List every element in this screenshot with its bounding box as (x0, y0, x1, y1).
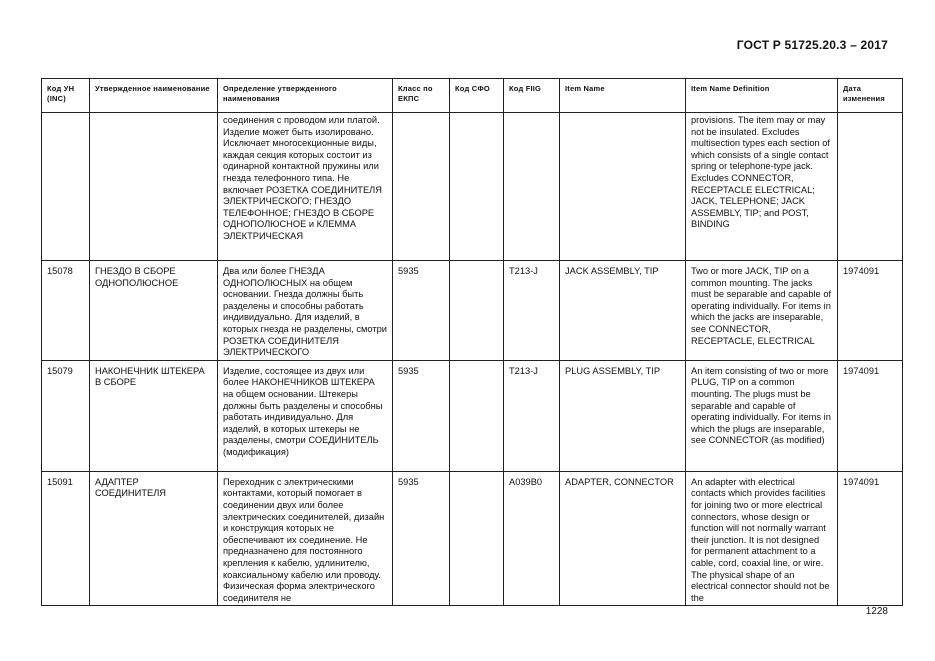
cell-sfo (450, 360, 504, 471)
cell-fiig: A039B0 (504, 471, 560, 606)
table-row (42, 471, 903, 606)
column-header-date: Дата изменения (838, 79, 903, 113)
cell-ekps: 5935 (393, 360, 450, 471)
column-header-ekps: Класс по ЕКПС (393, 79, 450, 113)
column-header-definition-ru: Определение утвержденного наименования (218, 79, 393, 113)
cell-name-ru (90, 113, 218, 261)
table-row (42, 360, 903, 471)
cell-fiig (504, 113, 560, 261)
cell-definition-ru: соединения с проводом или платой. Изделие может быть изолировано. Исключает многосекционные виды, каждая секция которых состоит из одинарной контактной пружины или гнезда телефонного типа. Не включает РОЗЕТКА СОЕДИНИТЕЛЯ ЭЛЕКТРИЧЕСКОГО; ГНЕЗДО ТЕЛЕФОННОЕ; ГНЕЗДО В СБОРЕ ОДНОПОЛЮСНОЕ и КЛЕММА ЭЛЕКТРИЧЕСКАЯ (218, 113, 393, 261)
cell-item-name: JACK ASSEMBLY, TIP (560, 261, 686, 361)
cell-definition-ru: Два или более ГНЕЗДА ОДНОПОЛЮСНЫХ на общем основании. Гнезда должны быть разделены и способны работать индивидуально. Для изделий, в которых гнезда не разделены, смотри РОЗЕТКА СОЕДИНИТЕЛЯ ЭЛЕКТРИЧЕСКОГО (218, 261, 393, 361)
cell-item-definition: An adapter with electrical contacts which provides facilities for joining two or more electrical connectors, whose design or function will not normally warrant their junction. It is not designed for permanent attachment to a cable, cord, coaxial line, or wire. The physical shape of an electrical connector should not be the (686, 471, 838, 606)
cell-date: 1974091 (838, 360, 903, 471)
cell-ekps: 5935 (393, 261, 450, 361)
document-standard-header: ГОСТ Р 51725.20.3 – 2017 (736, 38, 888, 52)
column-header-item-name: Item Name (560, 79, 686, 113)
cell-item-name: PLUG ASSEMBLY, TIP (560, 360, 686, 471)
page-number: 1228 (865, 606, 888, 617)
cell-inc: 15078 (42, 261, 90, 361)
cell-date (838, 113, 903, 261)
cell-item-definition: Two or more JACK, TIP on a common mounting. The jacks must be separable and capable of operating individually. For items in which the jacks are inseparable, see CONNECTOR, RECEPTACLE, ELECTRICAL (686, 261, 838, 361)
cell-sfo (450, 471, 504, 606)
cell-ekps: 5935 (393, 471, 450, 606)
cell-fiig: T213-J (504, 261, 560, 361)
table-row (42, 261, 903, 361)
cell-item-name (560, 113, 686, 261)
cell-name-ru: НАКОНЕЧНИК ШТЕКЕРА В СБОРЕ (90, 360, 218, 471)
cell-inc (42, 113, 90, 261)
table-header-row (42, 79, 903, 113)
column-header-name-ru: Утвержденное наименование (90, 79, 218, 113)
cell-date: 1974091 (838, 471, 903, 606)
cell-item-definition: An item consisting of two or more PLUG, TIP on a common mounting. The plugs must be separable and capable of operating individually. For items in which the plugs are inseparable, see CONNECTOR (as modified) (686, 360, 838, 471)
cell-sfo (450, 113, 504, 261)
cell-fiig: T213-J (504, 360, 560, 471)
cell-ekps (393, 113, 450, 261)
column-header-sfo: Код СФО (450, 79, 504, 113)
cell-item-name: ADAPTER, CONNECTOR (560, 471, 686, 606)
column-header-fiig: Код FIIG (504, 79, 560, 113)
cell-item-definition: provisions. The item may or may not be insulated. Excludes multisection types each section of which consists of a single contact spring or telephone-type jack. Excludes CONNECTOR, RECEPTACLE ELECTRICAL; JACK, TELEPHONE; JACK ASSEMBLY, TIP; and POST, BINDING (686, 113, 838, 261)
column-header-item-definition: Item Name Definition (686, 79, 838, 113)
column-header-inc: Код УН (INC) (42, 79, 90, 113)
cell-name-ru: АДАПТЕР СОЕДИНИТЕЛЯ (90, 471, 218, 606)
cell-inc: 15079 (42, 360, 90, 471)
cell-date: 1974091 (838, 261, 903, 361)
cell-definition-ru: Переходник с электрическими контактами, который помогает в соединении двух или более электрических соединителей, дизайн и конструкция которых не обеспечивают их соединение. Не предназначено для постоянного крепления к кабелю, удлинителю, коаксиальному кабелю или проводу. Физическая форма электрического соединителя не (218, 471, 393, 606)
cell-definition-ru: Изделие, состоящее из двух или более НАКОНЕЧНИКОВ ШТЕКЕРА на общем основании. Штекеры должны быть разделены и способны работать индивидуально. Для изделий, в которых штекеры не разделены, смотри СОЕДИНИТЕЛЬ (модификация) (218, 360, 393, 471)
cell-name-ru: ГНЕЗДО В СБОРЕ ОДНОПОЛЮСНОЕ (90, 261, 218, 361)
table-row (42, 113, 903, 261)
cell-inc: 15091 (42, 471, 90, 606)
nomenclature-table (41, 78, 903, 606)
cell-sfo (450, 261, 504, 361)
